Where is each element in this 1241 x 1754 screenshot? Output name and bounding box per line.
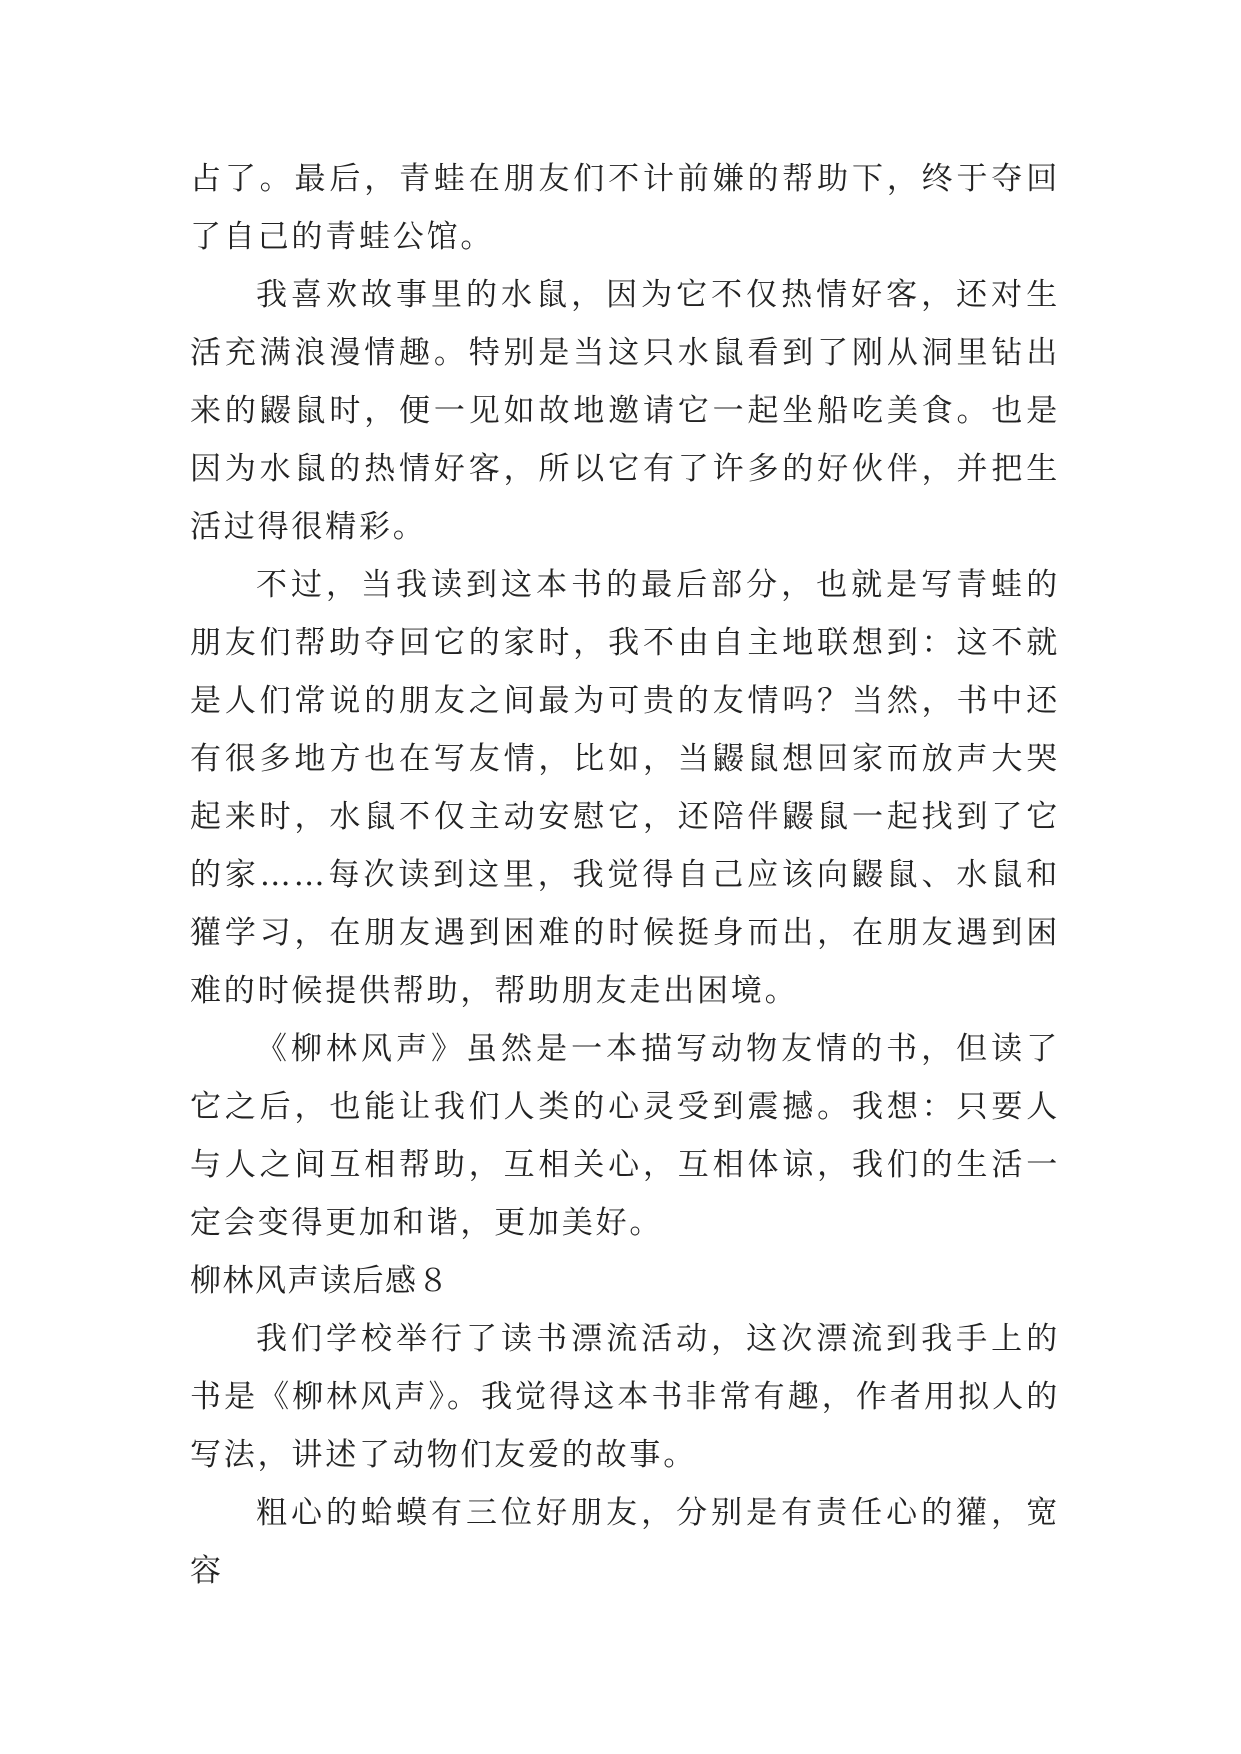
document-body bbox=[190, 150, 1060, 1600]
paragraph-toad-friends: 粗心的蛤蟆有三位好朋友，分别是有责任心的獾，宽容 bbox=[190, 1495, 1060, 1589]
paragraph-water-rat: 我喜欢故事里的水鼠，因为它不仅热情好客，还对生活充满浪漫情趣。特别是当这只水鼠看到了刚从洞里钻出来的鼹鼠时，便一见如故地邀请它一起坐船吃美食。也是因为水鼠的热情好客，所以它有了许多的好伙伴，并把生活过得很精彩。 bbox=[190, 277, 1060, 545]
paragraph-book-drift: 我们学校举行了读书漂流活动，这次漂流到我手上的书是《柳林风声》。我觉得这本书非常有趣，作者用拟人的写法，讲述了动物们友爱的故事。 bbox=[190, 1321, 1060, 1473]
paragraph-continued: 占了。最后，青蛙在朋友们不计前嫌的帮助下，终于夺回了自己的青蛙公馆。 bbox=[190, 161, 1060, 255]
paragraph-friendship: 不过，当我读到这本书的最后部分，也就是写青蛙的朋友们帮助夺回它的家时，我不由自主地联想到：这不就是人们常说的朋友之间最为可贵的友情吗？当然，书中还有很多地方也在写友情，比如，当鼹鼠想回家而放声大哭起来时，水鼠不仅主动安慰它，还陪伴鼹鼠一起找到了它的家……每次读到这里，我觉得自己应该向鼹鼠、水鼠和獾学习，在朋友遇到困难的时候挺身而出，在朋友遇到困难的时候提供帮助，帮助朋友走出困境。 bbox=[190, 567, 1060, 1009]
section-heading: 柳林风声读后感８ bbox=[190, 1263, 450, 1299]
paragraph-conclusion: 《柳林风声》虽然是一本描写动物友情的书，但读了它之后，也能让我们人类的心灵受到震撼。我想：只要人与人之间互相帮助，互相关心，互相体谅，我们的生活一定会变得更加和谐，更加美好。 bbox=[190, 1031, 1060, 1241]
